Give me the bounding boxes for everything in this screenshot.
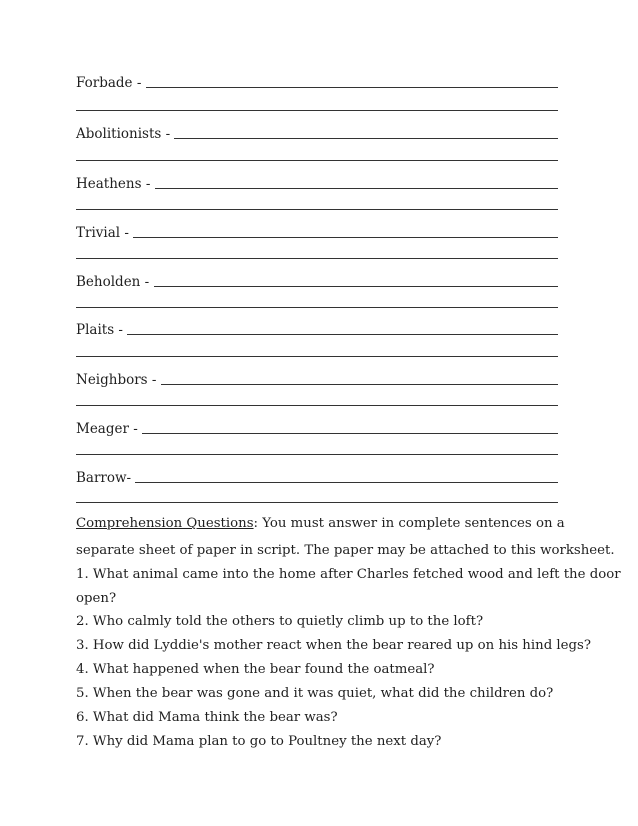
- question-6: 6. What did Mama think the bear was?: [76, 710, 338, 725]
- vocab-term: Beholden -: [76, 274, 154, 290]
- question-3: 3. How did Lyddie's mother react when the bear reared up on his hind legs?: [76, 638, 592, 653]
- vocab-row: [76, 466, 558, 492]
- answer-blank[interactable]: [161, 372, 558, 385]
- vocab-row: [76, 221, 558, 247]
- answer-line[interactable]: [76, 258, 558, 259]
- vocab-row: [76, 122, 558, 148]
- vocab-term: Barrow-: [76, 470, 136, 486]
- answer-line[interactable]: [76, 110, 558, 111]
- vocab-row: [76, 368, 558, 394]
- answer-blank[interactable]: [155, 176, 558, 189]
- question-4: 4. What happened when the bear found the oatmeal?: [76, 662, 435, 677]
- question-1: 1. What animal came into the home after Charles fetched wood and left the door: [76, 567, 621, 582]
- instructions-line-2: separate sheet of paper in script. The paper may be attached to this worksheet.: [76, 543, 615, 558]
- vocab-row: [76, 172, 558, 198]
- vocab-term: Meager -: [76, 421, 143, 437]
- answer-blank[interactable]: [142, 421, 558, 434]
- instructions-line-1: : You must answer in complete sentences on a: [253, 516, 565, 531]
- answer-line[interactable]: [76, 454, 558, 455]
- answer-line[interactable]: [76, 160, 558, 161]
- answer-blank[interactable]: [133, 225, 558, 238]
- vocab-term: Forbade -: [76, 75, 146, 91]
- answer-blank[interactable]: [135, 470, 558, 483]
- vocab-term: Plaits -: [76, 322, 128, 338]
- vocab-term: Neighbors -: [76, 372, 161, 388]
- comprehension-instructions: [76, 516, 566, 532]
- vocab-row: [76, 318, 558, 344]
- answer-line[interactable]: [76, 209, 558, 210]
- answer-line[interactable]: [76, 307, 558, 308]
- comprehension-title: Comprehension Questions: [76, 516, 254, 531]
- question-7: 7. Why did Mama plan to go to Poultney the next day?: [76, 734, 442, 749]
- vocab-row: [76, 270, 558, 296]
- vocab-term: Trivial -: [76, 225, 134, 241]
- vocab-row: [76, 71, 558, 97]
- vocab-term: Heathens -: [76, 176, 155, 192]
- answer-blank[interactable]: [154, 274, 558, 287]
- answer-blank[interactable]: [174, 126, 558, 139]
- question-1-continued: open?: [76, 591, 117, 606]
- answer-blank[interactable]: [127, 322, 558, 335]
- vocab-row: [76, 417, 558, 443]
- vocab-term: Abolitionists -: [76, 126, 175, 142]
- answer-blank[interactable]: [146, 75, 558, 88]
- question-2: 2. Who calmly told the others to quietly climb up to the loft?: [76, 614, 484, 629]
- question-5: 5. When the bear was gone and it was quiet, what did the children do?: [76, 686, 554, 701]
- answer-line[interactable]: [76, 502, 558, 503]
- answer-line[interactable]: [76, 356, 558, 357]
- answer-line[interactable]: [76, 405, 558, 406]
